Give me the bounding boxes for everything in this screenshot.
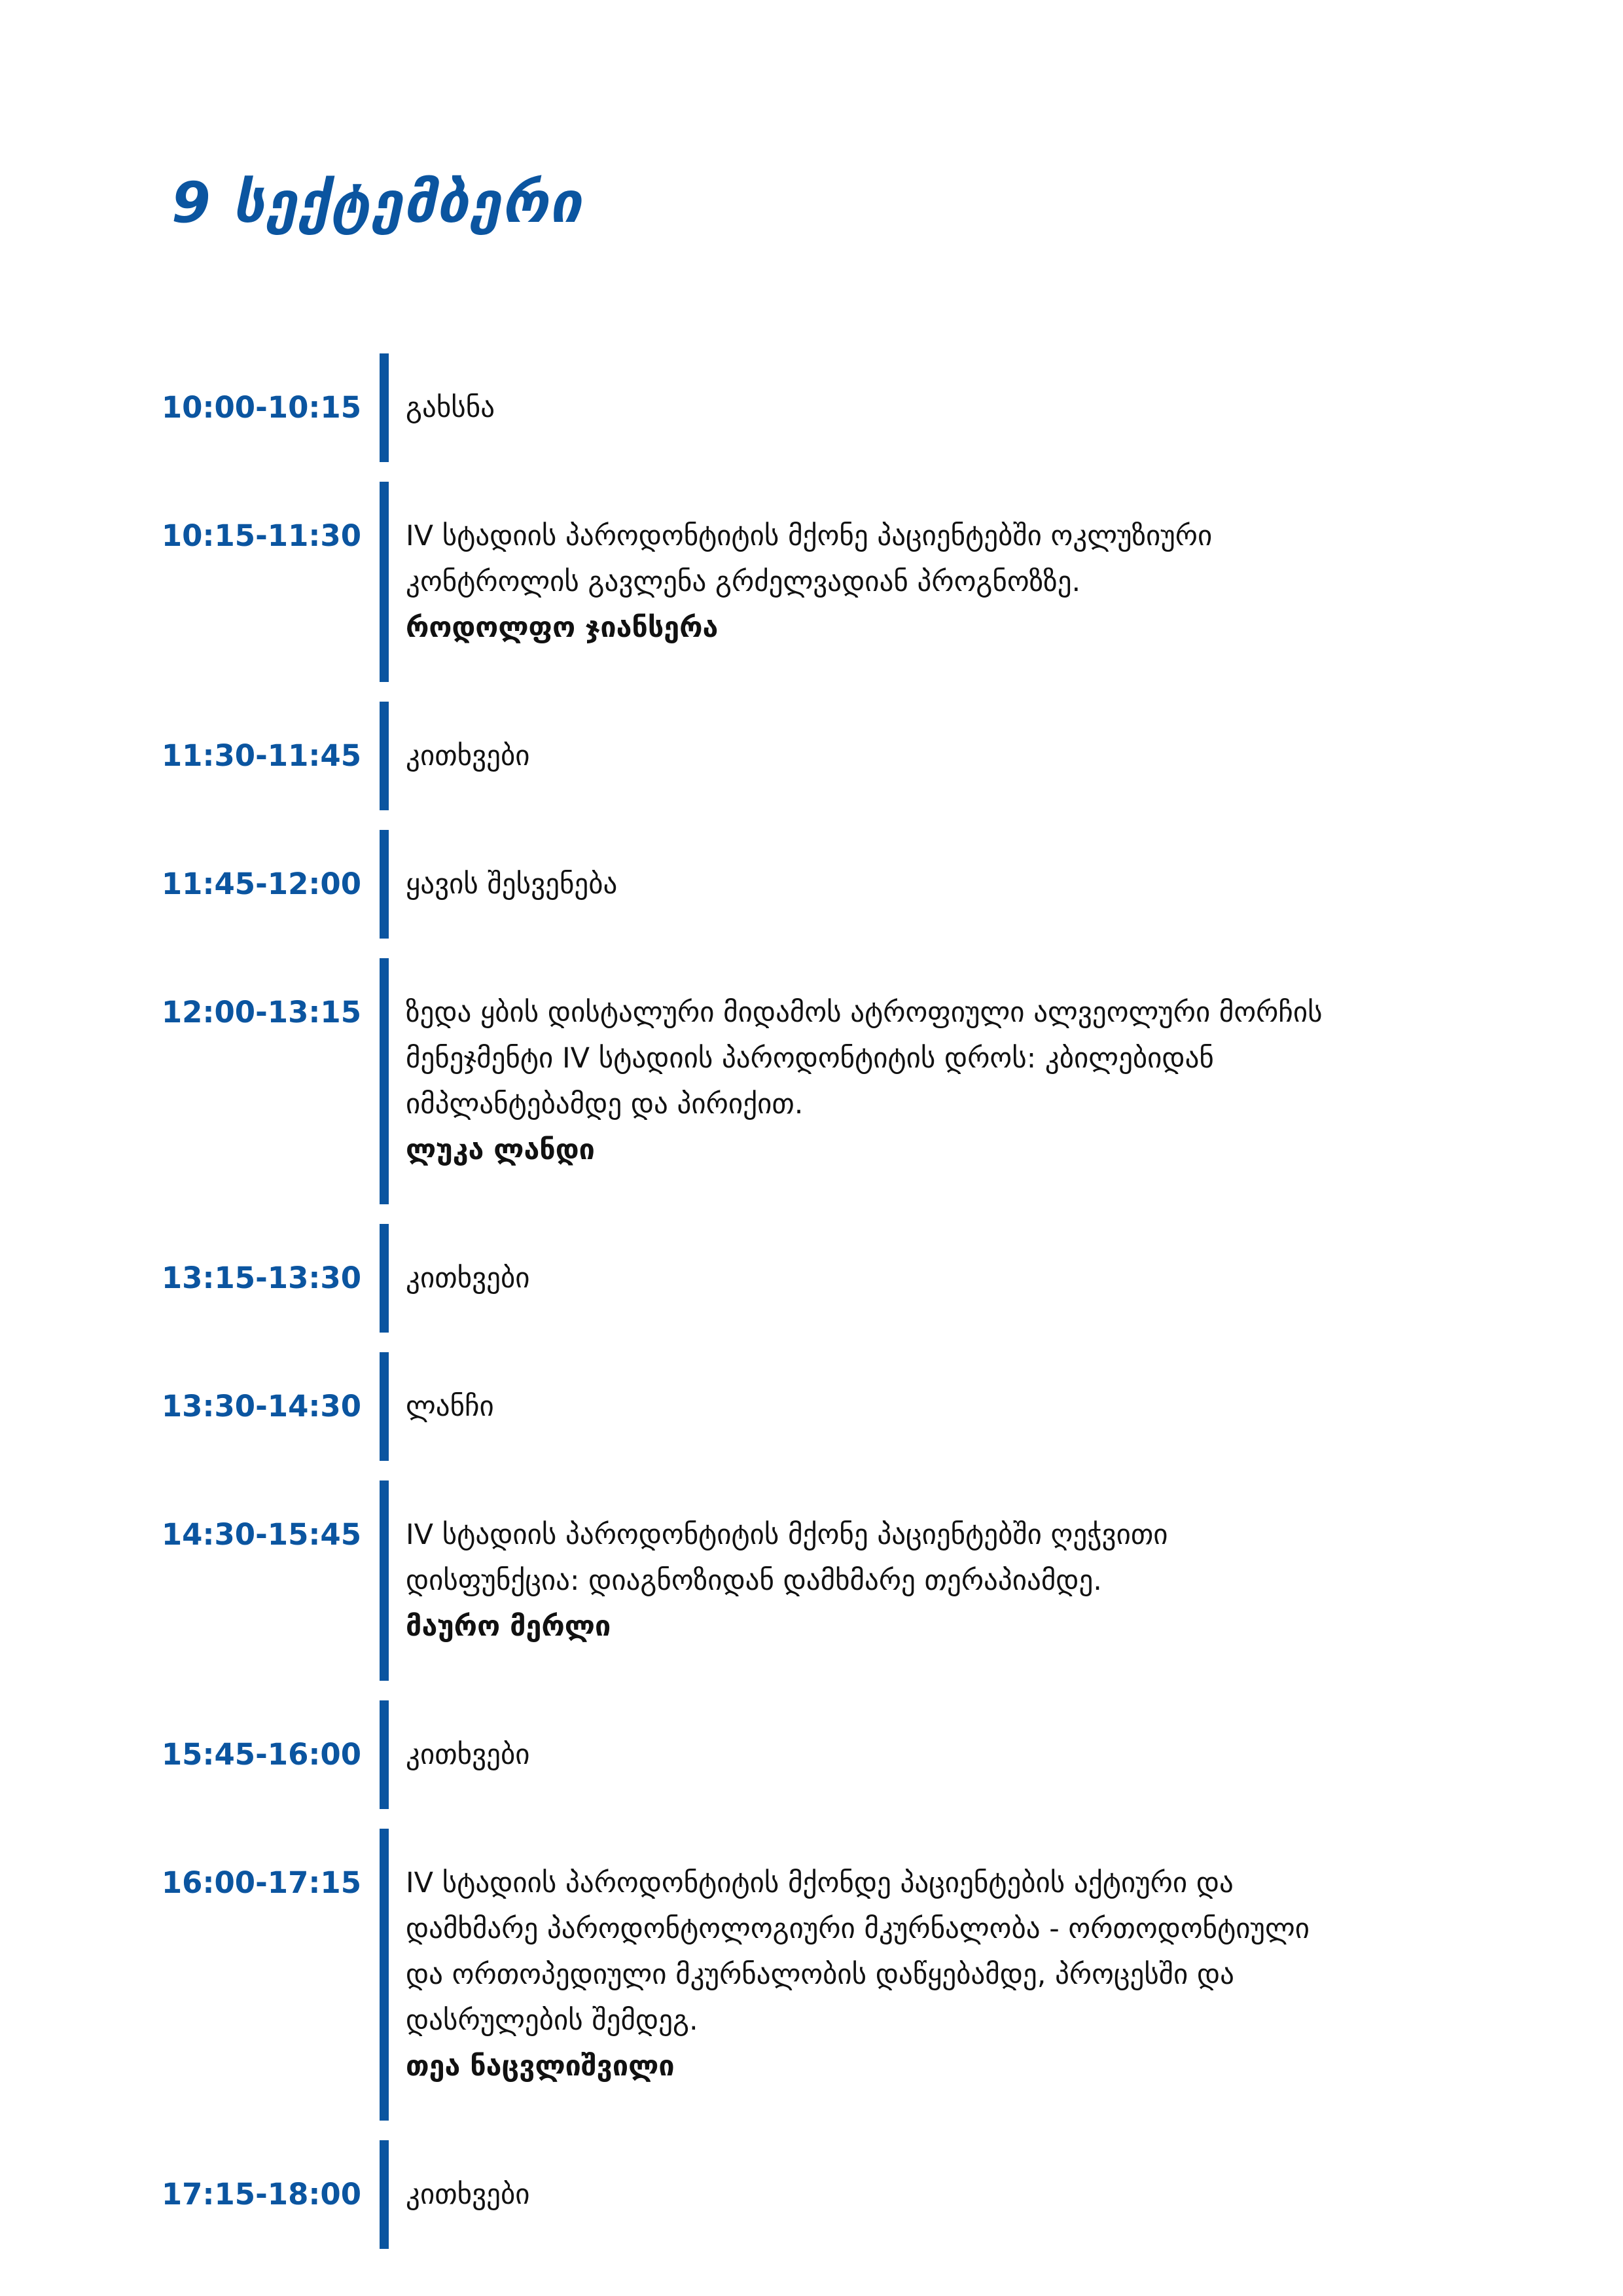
timeline-bar [380, 1700, 389, 1809]
speaker-name: როდოლფო ჯიანსერა [406, 611, 719, 644]
timeline-bar [380, 1829, 389, 2121]
timeline-bar [380, 353, 389, 462]
session-time: 14:30-15:45 [161, 1517, 361, 1552]
session-description: კითხვები [406, 1738, 530, 1771]
session-time: 10:15-11:30 [161, 518, 361, 553]
schedule-row [0, 1480, 1623, 1681]
session-time: 13:15-13:30 [161, 1261, 361, 1295]
session-description: დამხმარე პაროდონტოლოგიური მკურნალობა - ორთოდონტიული [406, 1912, 1310, 1945]
session-details [406, 702, 1427, 810]
session-description: დისფუნქცია: დიაგნოზიდან დამხმარე თერაპიამდე. [406, 1564, 1102, 1597]
speaker-name: მაურო მერლი [406, 1610, 611, 1643]
session-description: დასრულების შემდეგ. [406, 2004, 698, 2037]
session-description: და ორთოპედიული მკურნალობის დაწყებამდე, პროცესში და [406, 1958, 1234, 1991]
schedule-row [0, 1352, 1623, 1461]
session-details [406, 2140, 1427, 2249]
session-details [406, 482, 1427, 682]
session-description: IV სტადიის პაროდონტიტის მქონე პაციენტებში ღეჭვითი [406, 1518, 1168, 1551]
schedule-row [0, 482, 1623, 682]
timeline-bar [380, 702, 389, 810]
session-description: გახსნა [406, 391, 495, 424]
schedule-row [0, 2140, 1623, 2249]
schedule-row [0, 958, 1623, 1204]
session-description: კითხვები [406, 740, 530, 772]
schedule-row [0, 353, 1623, 462]
schedule-list [0, 353, 1623, 2269]
speaker-name: თეა ნაცვლიშვილი [406, 2050, 675, 2083]
timeline-bar [380, 1480, 389, 1681]
session-time: 17:15-18:00 [161, 2177, 361, 2212]
schedule-row [0, 1829, 1623, 2121]
session-time: 15:45-16:00 [161, 1737, 361, 1772]
session-description: კონტროლის გავლენა გრძელვადიან პროგნოზზე. [406, 565, 1081, 598]
session-description: კითხვები [406, 2178, 530, 2211]
schedule-row [0, 1224, 1623, 1333]
session-description: მენეჯმენტი IV სტადიის პაროდონტიტის დროს: კბილებიდან [406, 1042, 1214, 1075]
session-time: 10:00-10:15 [161, 390, 361, 425]
schedule-row [0, 830, 1623, 939]
session-details [406, 353, 1427, 462]
session-time: 11:30-11:45 [161, 738, 361, 773]
session-description: კითხვები [406, 1262, 530, 1295]
page-title: 9 სექტემბერი [171, 170, 583, 236]
session-details [406, 1700, 1427, 1809]
session-description: ყავის შესვენება [406, 868, 618, 901]
timeline-bar [380, 958, 389, 1204]
session-details [406, 958, 1427, 1204]
session-description: IV სტადიის პაროდონტიტის მქონდე პაციენტების აქტიური და [406, 1867, 1234, 1899]
timeline-bar [380, 1352, 389, 1461]
timeline-bar [380, 1224, 389, 1333]
schedule-row [0, 1700, 1623, 1809]
schedule-row [0, 702, 1623, 810]
session-description: იმპლანტებამდე და პირიქით. [406, 1088, 804, 1121]
session-time: 11:45-12:00 [161, 867, 361, 901]
timeline-bar [380, 830, 389, 939]
session-time: 12:00-13:15 [161, 995, 361, 1030]
speaker-name: ლუკა ლანდი [406, 1134, 595, 1166]
session-description: IV სტადიის პაროდონტიტის მქონე პაციენტებში ოკლუზიური [406, 520, 1213, 552]
timeline-bar [380, 482, 389, 682]
session-details [406, 830, 1427, 939]
session-details [406, 1224, 1427, 1333]
session-description: ზედა ყბის დისტალური მიდამოს ატროფიული ალვეოლური მორჩის [406, 996, 1323, 1029]
session-details [406, 1480, 1427, 1681]
session-details [406, 1829, 1427, 2121]
session-details [406, 1352, 1427, 1461]
timeline-bar [380, 2140, 389, 2249]
session-description: ლანჩი [406, 1390, 494, 1423]
session-time: 16:00-17:15 [161, 1865, 361, 1900]
session-time: 13:30-14:30 [161, 1389, 361, 1424]
